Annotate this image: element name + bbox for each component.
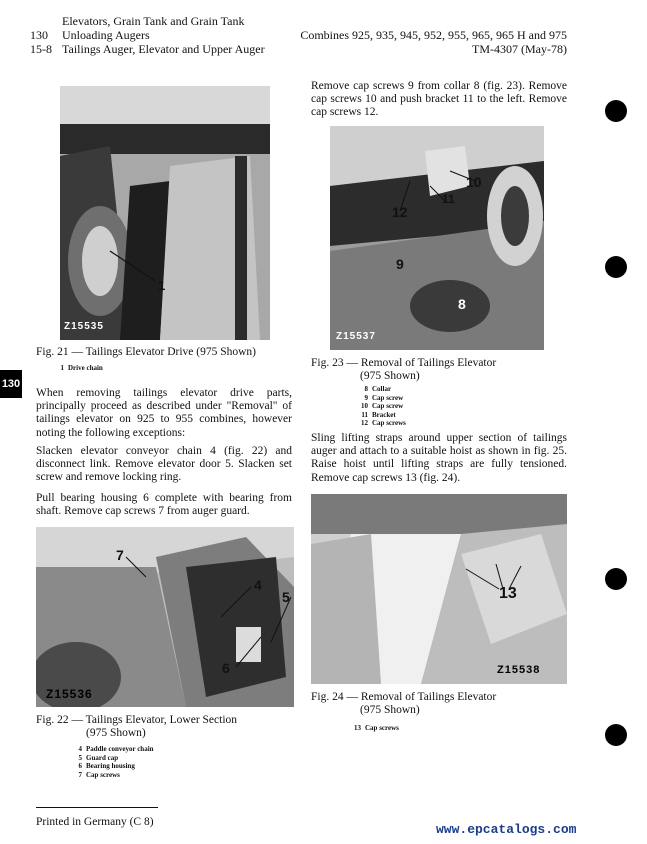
fig22-photo [36, 527, 294, 707]
header-title: Elevators, Grain Tank and Grain Tank [62, 14, 245, 28]
header-subtitle: Unloading Augers [62, 28, 150, 42]
legend-item: 5 Guard cap [78, 753, 119, 762]
fig24-caption: Fig. 24 — Removal of Tailings Elevator [311, 691, 497, 703]
fig23-callout-8: 8 [458, 296, 466, 312]
legend-item: 7 Cap screws [78, 770, 120, 779]
paragraph-slacken-chain: Slacken elevator conveyor chain 4 (fig. 22) and disconnect link. Remove elevator door 5. Slacken set screw and remove locking ring. [36, 445, 292, 484]
fig21-caption: Fig. 21 — Tailings Elevator Drive (975 Shown) [36, 346, 257, 358]
header-page-number: 15-8 [30, 42, 52, 56]
fig23-legend [352, 385, 406, 428]
fig24-code: Z15538 [497, 664, 541, 676]
legend-item: 1 Drive chain [60, 364, 103, 372]
fig23-callout-11: 11 [442, 192, 455, 206]
footer-printed: Printed in Germany (C 8) [36, 816, 154, 828]
fig23-caption: Fig. 23 — Removal of Tailings Elevator [311, 357, 497, 369]
fig21-code: Z15535 [64, 321, 104, 332]
fig22-callout-6: 6 [222, 660, 230, 676]
legend-item: 9 Cap screw [364, 393, 404, 402]
fig21-callout-1: 1 [158, 278, 166, 293]
header-models: Combines 925, 935, 945, 952, 955, 965, 965 H and 975 [300, 28, 567, 42]
paragraph-sling-straps: Sling lifting straps around upper section of tailings auger and attach to a suitable hoist as shown in fig. 25. Raise hoist until lifting straps are fully tensioned. Remove cap screws 13 (fig. 24). [311, 432, 567, 484]
binding-hole-dot [605, 568, 627, 590]
fig23-caption-sub: (975 Shown) [360, 370, 420, 382]
fig22-caption-sub: (975 Shown) [86, 727, 146, 739]
fig24-callout-13: 13 [499, 585, 517, 602]
section-tab: 130 [0, 370, 22, 398]
legend-item: 6 Bearing housing [78, 762, 135, 770]
legend-item: 10 Cap screw [361, 402, 404, 410]
fig22-callout-4: 4 [254, 577, 262, 593]
fig22-code: Z15536 [46, 687, 93, 701]
binding-hole-dot [605, 100, 627, 122]
fig21-legend [48, 364, 103, 373]
fig23-code: Z15537 [336, 331, 376, 342]
fig22-caption: Fig. 22 — Tailings Elevator, Lower Section [36, 714, 238, 726]
paragraph-exceptions: When removing tailings elevator drive parts, principally proceed as described under "Removal" of tailings elevator on 925 to 955 combines, however noting the following exceptions: [36, 387, 292, 439]
fig23-callout-12: 12 [392, 204, 408, 220]
legend-item: 8 Collar [364, 385, 392, 393]
fig23-callout-9: 9 [396, 256, 404, 272]
fig24-caption-sub: (975 Shown) [360, 704, 420, 716]
legend-item: 12 Cap screws [361, 419, 406, 427]
paragraph-remove-cap-screws: Remove cap screws 9 from collar 8 (fig. 23). Remove cap screws 10 and push bracket 11 to the left. Remove cap screws 12. [311, 80, 567, 119]
fig23-callout-10: 10 [466, 174, 482, 190]
fig23-photo [330, 126, 544, 350]
fig24-legend [345, 724, 399, 733]
fig24-photo [311, 494, 567, 684]
footer-rule [36, 807, 158, 808]
legend-item: 4 Paddle conveyor chain [78, 745, 154, 753]
legend-item: 13 Cap screws [354, 724, 399, 732]
header-topic: Tailings Auger, Elevator and Upper Auger [62, 42, 265, 56]
footer-watermark: www.epcatalogs.com [436, 822, 577, 837]
legend-item: 11 Bracket [361, 410, 396, 419]
binding-hole-dot [605, 256, 627, 278]
binding-hole-dot [605, 724, 627, 746]
fig22-callout-7: 7 [116, 547, 124, 563]
paragraph-pull-bearing: Pull bearing housing 6 complete with bearing from shaft. Remove cap screws 7 from auger guard. [36, 492, 292, 518]
fig22-legend [66, 745, 154, 779]
fig22-callout-5: 5 [282, 589, 290, 605]
header-tm-number: TM-4307 (May-78) [472, 42, 567, 56]
fig21-photo [60, 86, 270, 340]
header-section-number: 130 [30, 28, 48, 42]
